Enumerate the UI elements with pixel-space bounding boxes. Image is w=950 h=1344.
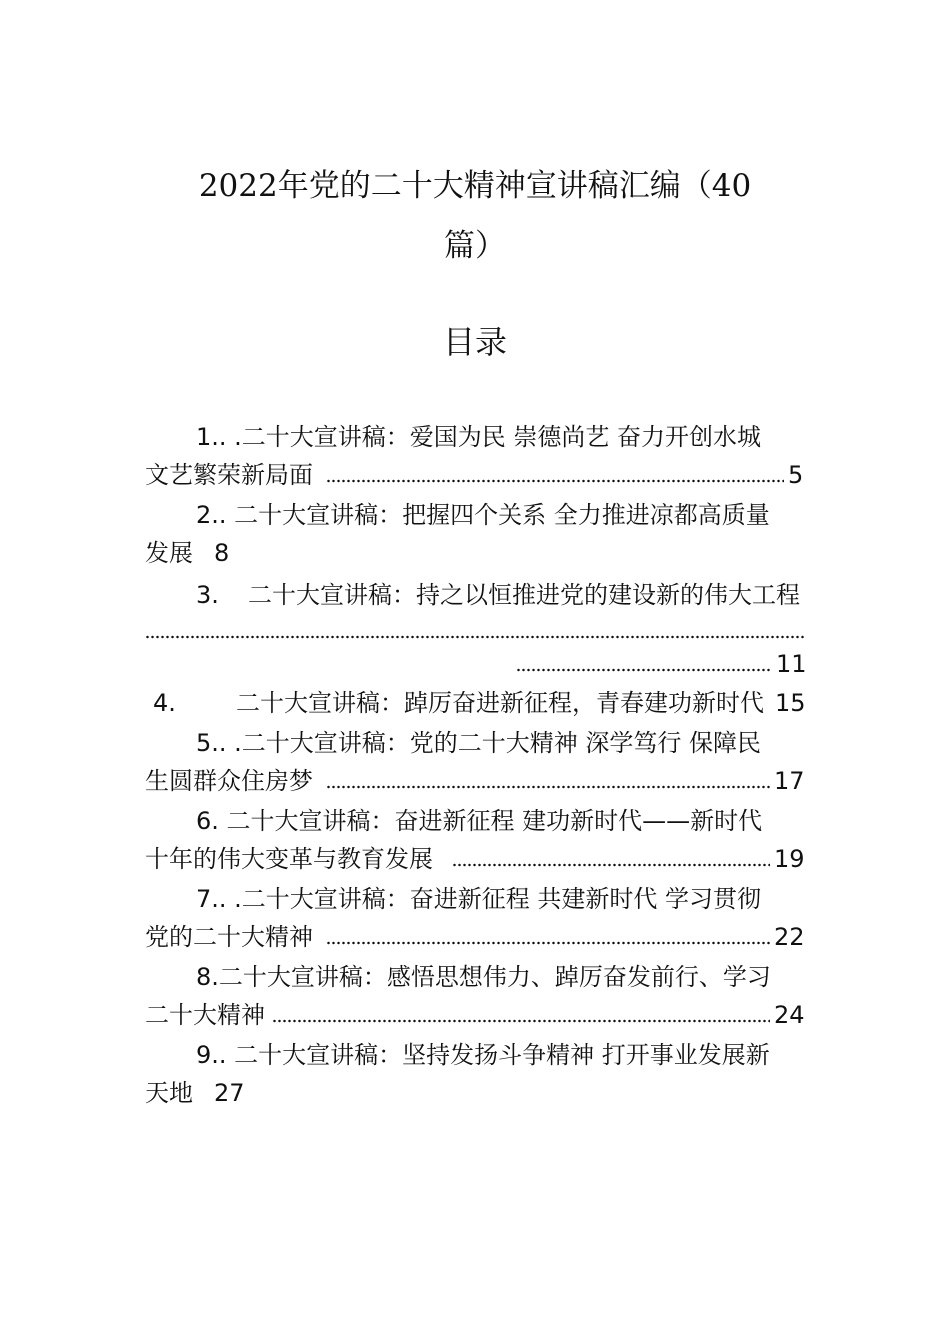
toc-entry-6-leader-dots	[452, 863, 770, 867]
document-title-line-1: 2022年党的二十大精神宣讲稿汇编（40	[198, 168, 752, 204]
toc-entry-3-line1: 二十大宣讲稿：持之以恒推进党的建设新的伟大工程	[248, 581, 800, 609]
toc-entry-8-page: 24	[774, 1001, 805, 1029]
toc-entry-3-number: 3.	[196, 581, 219, 609]
toc-entry-6-line1: 6. 二十大宣讲稿：奋进新征程 建功新时代——新时代	[196, 807, 763, 835]
toc-entry-5-leader-dots	[326, 785, 770, 789]
toc-entry-3-leader-dots-1	[145, 635, 805, 639]
toc-entry-4-line1: 二十大宣讲稿：踔厉奋进新征程，青春建功新时代	[236, 689, 764, 717]
toc-entry-6-page: 19	[774, 845, 805, 873]
toc-entry-8-leader-dots	[272, 1019, 770, 1023]
toc-entry-5-page: 17	[774, 767, 805, 795]
document-title-line-2: 篇）	[444, 228, 506, 264]
toc-entry-8-line1: 8.二十大宣讲稿：感悟思想伟力、踔厉奋发前行、学习	[196, 963, 771, 991]
toc-entry-2-page: 8	[214, 539, 230, 567]
toc-heading: 目录	[442, 323, 507, 361]
toc-entry-7-leader-dots	[326, 941, 770, 945]
toc-entry-4-number: 4.	[153, 689, 176, 717]
toc-entry-9-page: 27	[214, 1079, 245, 1107]
toc-entry-5-line1: 5.. .二十大宣讲稿：党的二十大精神 深学笃行 保障民	[196, 729, 762, 757]
toc-entry-2-line1: 2.. 二十大宣讲稿：把握四个关系 全力推进凉都高质量	[196, 501, 770, 529]
toc-entry-9-line1: 9.. 二十大宣讲稿：坚持发扬斗争精神 打开事业发展新	[196, 1041, 770, 1069]
toc-entry-7-line2: 党的二十大精神	[145, 923, 313, 951]
toc-entry-1-leader-dots	[326, 479, 784, 483]
document-title	[150, 156, 800, 276]
toc-entry-1-page: 5	[788, 461, 804, 489]
toc-entry-1-line1: 1.. .二十大宣讲稿：爱国为民 崇德尚艺 奋力开创水城	[196, 423, 762, 451]
toc-entry-3-leader-dots-2	[516, 668, 771, 672]
toc-entry-7-line1: 7.. .二十大宣讲稿：奋进新征程 共建新时代 学习贯彻	[196, 885, 762, 913]
toc-entry-4-page: 15	[775, 689, 806, 717]
toc-entry-8-line2: 二十大精神	[145, 1001, 265, 1029]
toc-entry-7-page: 22	[774, 923, 805, 951]
toc-entry-9-line2: 天地	[145, 1079, 193, 1107]
toc-entry-2-line2: 发展	[145, 539, 193, 567]
toc-entry-1-line2: 文艺繁荣新局面	[145, 461, 313, 489]
toc-entry-3-page: 11	[776, 650, 807, 678]
toc-entry-5-line2: 生圆群众住房梦	[145, 767, 313, 795]
toc-entry-6-line2: 十年的伟大变革与教育发展	[145, 845, 433, 873]
